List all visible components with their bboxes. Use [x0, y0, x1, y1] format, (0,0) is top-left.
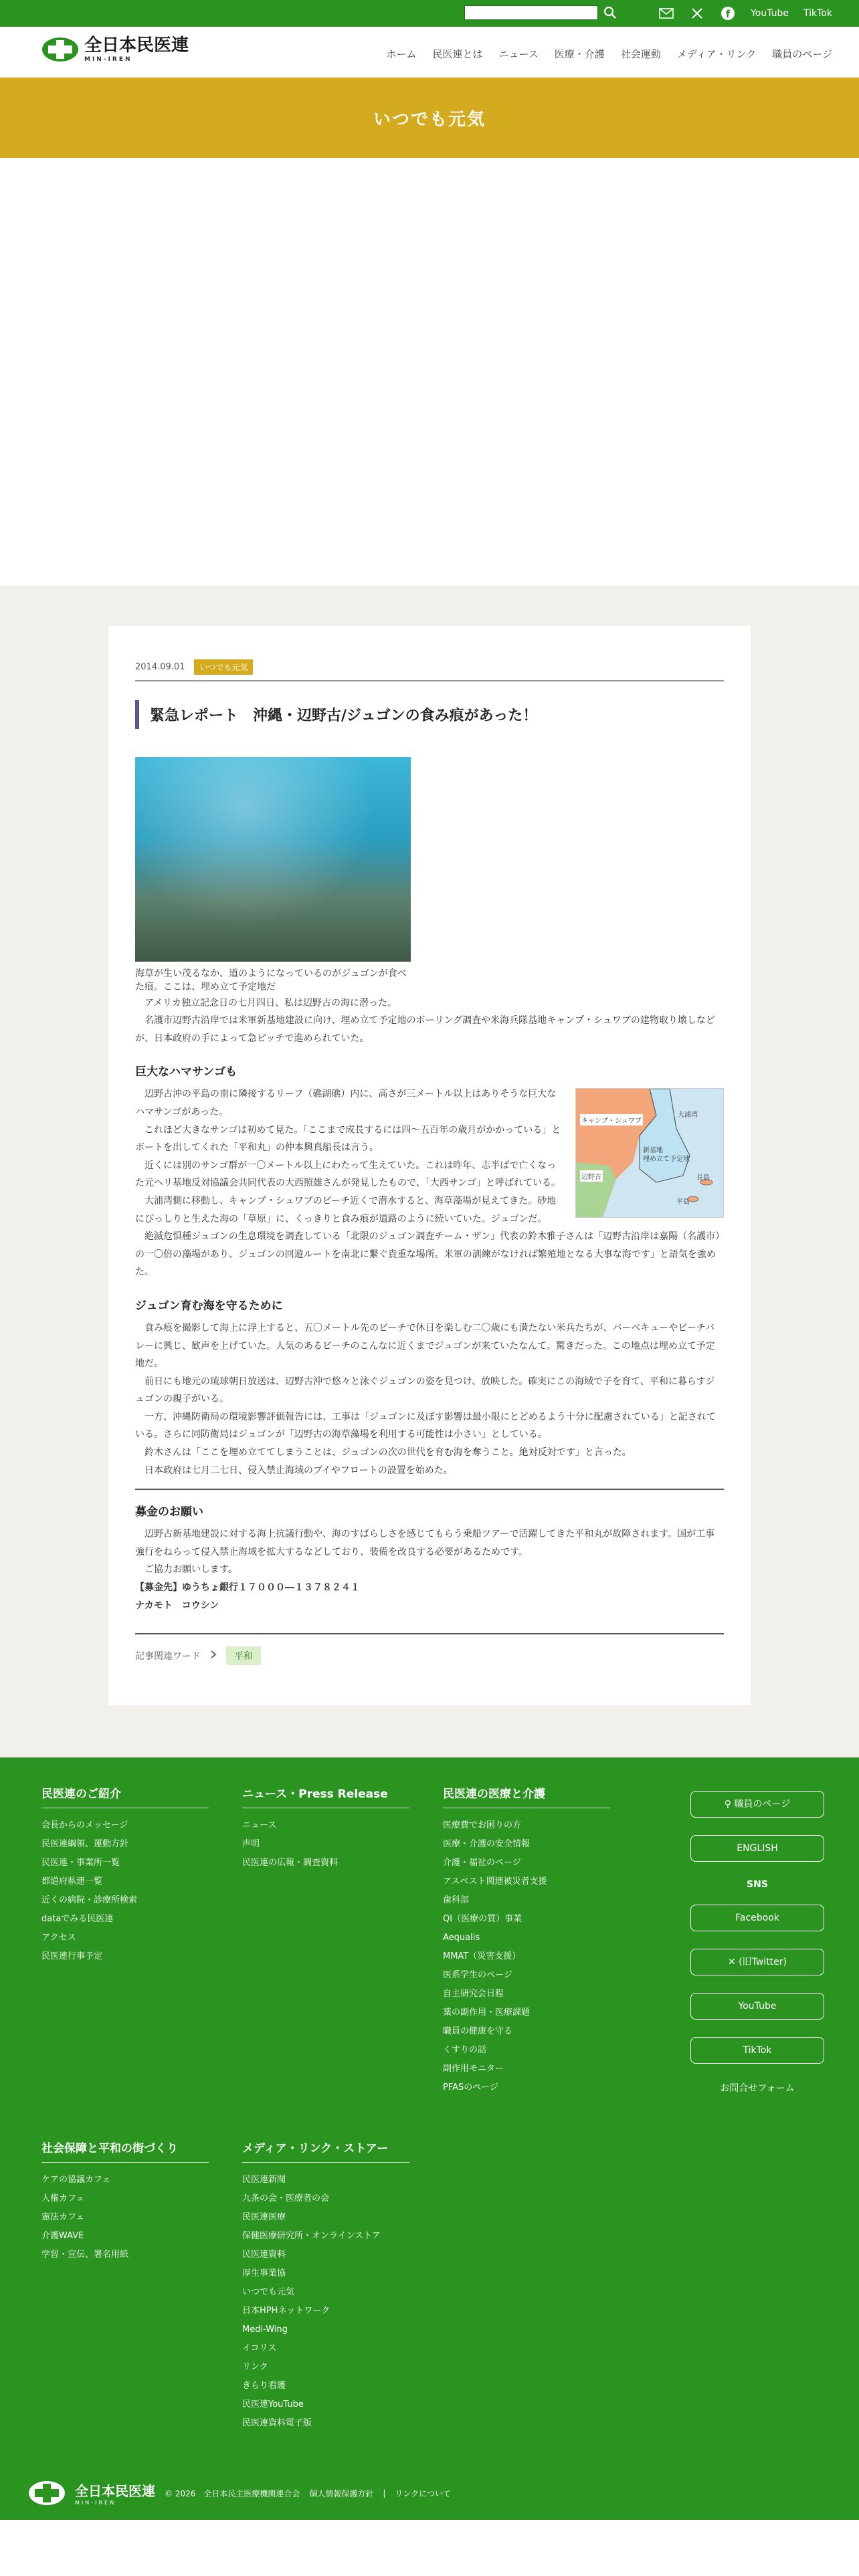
section-paragraph: 絶滅危惧種ジュゴンの生息環境を調査している「北限のジュゴン調査チーム・ザン」代表の鈴木雅子さんは「辺野古沿岸は嘉陽（名護市）の一〇倍の藻場があり、ジュゴンの回遊ルートを南北に繋ぐ貴重な場所。米軍の訓練がなければ繁殖地となる大事な海です」と語気を強めた。: [135, 1231, 721, 1278]
separator: |: [383, 2488, 386, 2498]
footer-heading: 民医連のご紹介: [41, 1784, 209, 1808]
key-icon: ⚲: [724, 1799, 732, 1810]
article-date: 2014.09.01: [135, 662, 185, 672]
footer-link[interactable]: Medi-Wing: [242, 2325, 288, 2335]
x-icon[interactable]: [689, 5, 705, 21]
keyword-tag[interactable]: 平和: [226, 1646, 261, 1665]
sns-label: SNS: [747, 1879, 768, 1891]
footer-link[interactable]: 歯科部: [443, 1895, 470, 1906]
nav-care[interactable]: 医療・介護: [554, 48, 605, 60]
footer-link[interactable]: 民医連YouTube: [242, 2399, 304, 2410]
privacy-link[interactable]: 個人情報保護方針: [309, 2488, 374, 2498]
footer-link[interactable]: ニュース: [242, 1820, 277, 1831]
footer-link[interactable]: 民医連新聞: [242, 2175, 286, 2185]
nav-staff[interactable]: 職員のページ: [772, 48, 832, 60]
footer-link[interactable]: 会長からのメッセージ: [41, 1820, 128, 1831]
site-footer: [0, 1757, 859, 2520]
footer-link[interactable]: くすりの話: [443, 2045, 487, 2056]
footer-link[interactable]: 職員の健康を守る: [443, 2026, 513, 2037]
footer-col-media: [242, 2139, 409, 2433]
section-paragraph: 食み痕を撮影して海上に浮上すると、五〇メートル先のビーチで休日を楽しむ二〇歳にも満たない米兵たちが、バーベキューやビーチバレーに興じ、歓声を上げていた。人気のあるビーチのこんなに近くまでジュゴンが来ていたなんて。驚きだった。この地点は埋め立て予定地だ。: [135, 1322, 715, 1370]
footer-link[interactable]: 医療・介護の安全情報: [443, 1839, 531, 1850]
footer-heading: 民医連の医療と介護: [443, 1784, 610, 1808]
top-utility-bar: [0, 0, 859, 27]
footer-link[interactable]: 九条の会・医療者の会: [242, 2193, 330, 2204]
footer-link[interactable]: Aequalis: [443, 1933, 480, 1943]
staff-page-button[interactable]: [690, 1791, 824, 1818]
page-banner: [0, 78, 859, 158]
fund-paragraph: 辺野古新基地建設に対する海上抗議行動や、海のすばらしさを感じてもらう乗船ツアーで活躍してきた平和丸が故障されます。国が工事強行をねらって侵入禁止海域を拡大するなどしており、装備を改良する必要があるためです。: [135, 1529, 715, 1558]
nav-about[interactable]: 民医連とは: [432, 48, 483, 60]
footer-link[interactable]: 厚生事業協: [242, 2268, 286, 2279]
content-area: [0, 586, 859, 1757]
keywords-label: 記事関連ワード: [135, 1651, 201, 1662]
blank-area: [0, 158, 859, 586]
tiktok-link[interactable]: TikTok: [803, 8, 832, 19]
logo-text: 全日本民医連: [84, 35, 189, 56]
location-map: [575, 1088, 724, 1218]
footer-link[interactable]: PFASのページ: [443, 2082, 499, 2093]
footer-heading: メディア・リンク・ストアー: [242, 2139, 409, 2163]
site-logo[interactable]: [41, 36, 189, 63]
tiktok-button[interactable]: TikTok: [690, 2037, 824, 2064]
x-icon: ✕: [727, 1957, 736, 1968]
intro-paragraph: アメリカ独立記念日の七月四日、私は辺野古の海に潜った。: [135, 997, 397, 1008]
photo-caption: 海草が生い茂るなか、道のようになっているのがジュゴンが食べた痕。ここは、埋め立て予定地だ: [135, 968, 407, 993]
nav-home[interactable]: ホーム: [386, 48, 417, 60]
footer-link[interactable]: リンク: [242, 2362, 268, 2373]
link-policy-link[interactable]: リンクについて: [395, 2488, 451, 2498]
map-label: 大浦湾: [678, 1111, 698, 1119]
footer-heading: ニュース・Press Release: [242, 1784, 409, 1808]
footer-logo-text: 全日本民医連: [75, 2483, 155, 2500]
contact-form-link[interactable]: お問合せフォーム: [720, 2083, 795, 2095]
copyright: © 2026 全日本民主医療機関連合会: [165, 2488, 300, 2498]
footer-link[interactable]: いつでも元気: [242, 2287, 295, 2298]
map-label: 新基地 埋め立て予定地: [643, 1147, 690, 1164]
intro-paragraph: 名護市辺野古沿岸では米軍新基地建設に向け、埋め立て予定地のボーリング調査や米海兵隊基地キャンプ・シュワブの建物取り壊しなどが、日本政府の手によって急ピッチで進められていた。: [135, 1015, 715, 1044]
map-label: 辺野古: [580, 1170, 603, 1182]
chevron-right-icon: [210, 1650, 217, 1662]
footer-link[interactable]: 民医連行事予定: [41, 1951, 103, 1962]
nav-media[interactable]: メディア・リンク: [676, 48, 757, 60]
footer-link[interactable]: 日本HPHネットワーク: [242, 2306, 330, 2317]
fund-paragraph: ご協力お願いします。: [135, 1564, 237, 1576]
footer-link[interactable]: 保健医療研究所・オンラインストア: [242, 2231, 381, 2242]
youtube-link[interactable]: YouTube: [751, 8, 789, 19]
section-paragraph: これほど大きなサンゴは初めて見た。「ここまで成長するには四〜五百年の歳月がかかっている」とボートを出してくれた「平和丸」の仲本興真船長は言う。: [135, 1124, 561, 1154]
footer-link[interactable]: MMAT（災害支援）: [443, 1951, 521, 1962]
footer-link[interactable]: 人権カフェ: [41, 2193, 85, 2204]
footer-link[interactable]: 民医連資料: [242, 2250, 286, 2260]
footer-link[interactable]: 民医連・事業所一覧: [41, 1858, 120, 1868]
section-paragraph: 日本政府は七月二七日、侵入禁止海域のブイやフロートの設置を始めた。: [135, 1465, 453, 1476]
footer-link[interactable]: 都道府県連一覧: [41, 1876, 103, 1887]
footer-link[interactable]: 近くの病院・診療所検索: [41, 1895, 138, 1906]
map-label: キャンプ・シュワブ: [580, 1114, 643, 1125]
article-photo: [135, 757, 411, 962]
logo-mark-icon: [41, 36, 79, 63]
english-button[interactable]: ENGLISH: [690, 1835, 824, 1862]
divider: [135, 1489, 724, 1490]
footer-logo-sub: MIN-IREN: [75, 2500, 116, 2506]
youtube-button[interactable]: YouTube: [690, 1993, 824, 2020]
section-paragraph: 鈴木さんは「ここを埋め立ててしまうことは、ジュゴンの次の世代を育む海を奪うこと。絶対反対です」と言った。: [135, 1447, 632, 1459]
twitter-button[interactable]: [690, 1949, 824, 1975]
search-input[interactable]: [464, 5, 598, 20]
footer-heading: 社会保障と平和の街づくり: [41, 2139, 209, 2163]
fund-account: 【募金先】ゆうちょ銀行１７０００―１３７８２４１: [135, 1582, 360, 1594]
mail-icon[interactable]: [658, 5, 674, 21]
map-label: 長島: [696, 1174, 710, 1182]
section-paragraph: 近くには別のサンゴ群が一〇メートル以上にわたって生えていた。これは昨年、志半ばで亡くなった元ヘリ基地反対協議会共同代表の大西照雄さんが発見したもので、「大西サンゴ」と呼ばれている。: [135, 1160, 561, 1189]
section-paragraph: 大浦湾側に移動し、キャンプ・シュワブのビーチ近くで潜水すると、海草藻場が見えてきた。砂地にびっしりと生えた海の「草原」に、くっきりと食み痕が道路のように続いていた。ジュゴンだ。: [135, 1195, 557, 1224]
footer-link[interactable]: アクセス: [41, 1933, 76, 1943]
footer-link[interactable]: 学習・宣伝、署名用紙: [41, 2250, 129, 2260]
svg-text:f: f: [725, 8, 731, 20]
footer-link[interactable]: 憲法カフェ: [41, 2212, 85, 2223]
footer-link[interactable]: 薬の副作用・医療課題: [443, 2008, 531, 2018]
footer-link[interactable]: 介護WAVE: [41, 2231, 84, 2242]
keywords-row: [135, 1633, 724, 1665]
nav-news[interactable]: ニュース: [498, 48, 539, 60]
footer-link[interactable]: きらり看護: [242, 2381, 286, 2391]
footer-link[interactable]: 医系学生のページ: [443, 1970, 512, 1981]
footer-link[interactable]: 介護・福祉のページ: [443, 1858, 521, 1868]
footer-link[interactable]: 民医連綱領、運動方針: [41, 1839, 129, 1850]
twitter-label: (旧Twitter): [739, 1957, 787, 1968]
logo-mark-icon: [28, 2480, 66, 2506]
section-paragraph: 一方、沖縄防衛局の環境影響評価報告には、工事は「ジュゴンに及ぼす影響は最小限にとどめるよう十分に配慮されている」と記されている。さらに同防衛局はジュゴンが「辺野古の海草藻場を利用する可能性は小さい」としている。: [135, 1411, 716, 1440]
footer-col-social: [41, 2139, 209, 2264]
fund-heading: 募金のお願い: [135, 1505, 203, 1519]
article: [108, 626, 751, 1705]
facebook-icon[interactable]: [720, 5, 736, 21]
footer-col-intro: [41, 1784, 209, 1966]
footer-link[interactable]: 声明: [242, 1839, 260, 1850]
category-badge[interactable]: いつでも元気: [194, 659, 253, 675]
nav-social[interactable]: 社会運動: [620, 48, 661, 60]
fund-name: ナカモト コウシン: [135, 1600, 219, 1611]
site-header: [0, 27, 859, 78]
facebook-button[interactable]: Facebook: [690, 1905, 824, 1931]
article-meta: [135, 659, 724, 681]
logo-sub: MIN-IREN: [84, 56, 132, 63]
main-nav: [386, 47, 832, 61]
footer-link[interactable]: ケアの協議カフェ: [41, 2175, 111, 2185]
section-heading: ジュゴン育む海を守るために: [135, 1299, 283, 1313]
footer-link[interactable]: 民医連資料電子版: [242, 2418, 312, 2429]
footer-link[interactable]: イコリス: [242, 2343, 277, 2354]
search-icon[interactable]: [602, 5, 618, 21]
footer-link[interactable]: QI（医療の質）事業: [443, 1914, 522, 1925]
article-title: 緊急レポート 沖縄・辺野古/ジュゴンの食み痕があった！: [135, 700, 724, 729]
footer-link[interactable]: 民医連の広報・調査資料: [242, 1858, 339, 1868]
footer-link[interactable]: 副作用モニター: [443, 2064, 504, 2074]
map-label: 平島: [676, 1198, 690, 1206]
footer-buttons: [690, 1791, 824, 2095]
section-heading: 巨大なハマサンゴも: [135, 1065, 237, 1079]
footer-link[interactable]: 民医連医療: [242, 2212, 286, 2223]
footer-link[interactable]: 自主研究会日程: [443, 1989, 504, 2000]
section-paragraph: 前日にも地元の琉球朝日放送は、辺野古沖で悠々と泳ぐジュゴンの姿を見つけ、放映した。確実にこの海域で子を育て、平和に暮らすジュゴンの親子がいる。: [135, 1376, 715, 1405]
staff-page-label: 職員のページ: [734, 1799, 791, 1810]
page-title: いつでも元気: [373, 109, 486, 130]
footer-col-news: [242, 1784, 409, 1872]
footer-col-care: [443, 1784, 610, 2097]
footer-bottom: [28, 2480, 451, 2506]
footer-link[interactable]: 医療費でお困りの方: [443, 1820, 522, 1831]
footer-link[interactable]: アスベスト関連被災者支援: [443, 1876, 547, 1887]
section-paragraph: 辺野古沖の平島の南に隣接するリーフ（礁湖礁）内に、高さが三メートル以上はありそうな巨大なハマサンゴがあった。: [135, 1089, 557, 1117]
footer-link[interactable]: dataでみる民医連: [41, 1914, 114, 1925]
